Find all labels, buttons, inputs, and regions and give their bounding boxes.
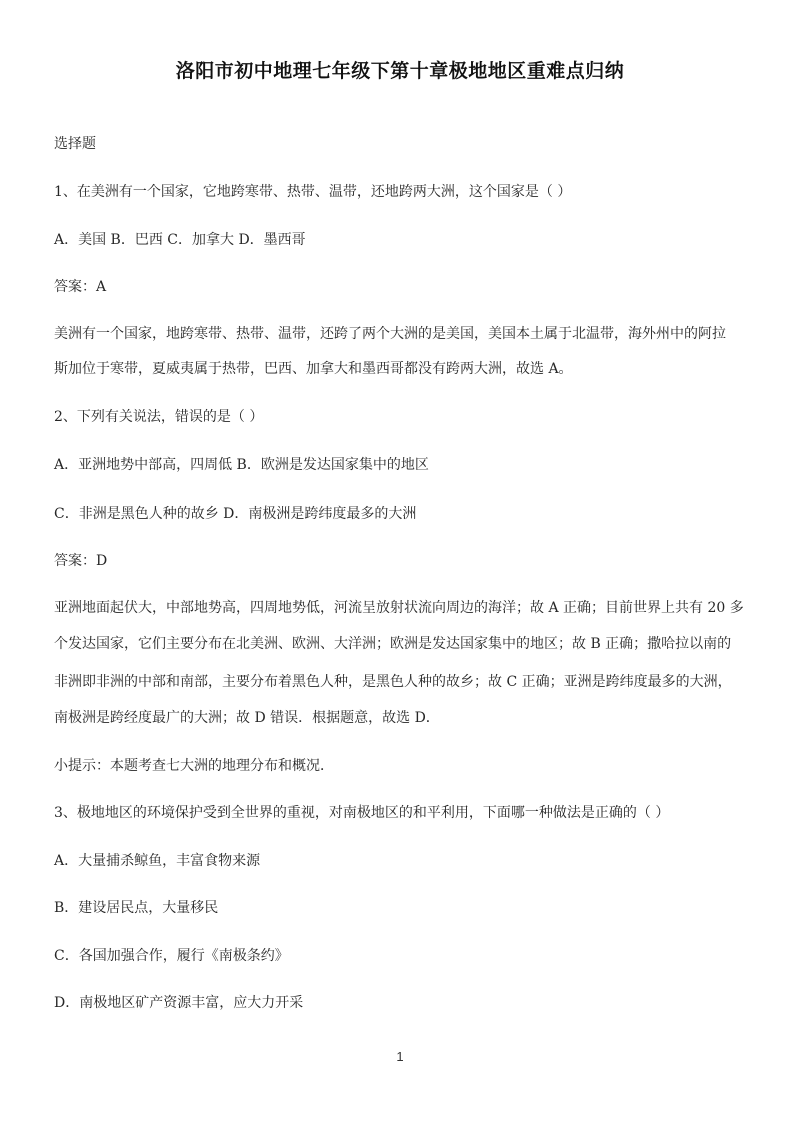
question-1-answer: 答案：A xyxy=(54,279,107,295)
question-2-explanation-line: 个发达国家，它们主要分布在北美洲、欧洲、大洋洲；欧洲是发达国家集中的地区；故 B 正确；撒哈拉以南的 xyxy=(54,636,732,652)
question-3-option-a: A．大量捕杀鲸鱼，丰富食物来源 xyxy=(54,853,261,869)
question-2-options-line: C．非洲是黑色人种的故乡 D．南极洲是跨纬度最多的大洲 xyxy=(54,506,417,522)
question-3-option-d: D．南极地区矿产资源丰富，应大力开采 xyxy=(54,995,304,1011)
question-3-option-b: B．建设居民点，大量移民 xyxy=(54,900,219,916)
page-number: 1 xyxy=(396,1049,404,1064)
question-1-explanation-line: 斯加位于寒带，夏威夷属于热带，巴西、加拿大和墨西哥都没有跨两大洲，故选 A。 xyxy=(54,361,573,377)
question-2-tip: 小提示：本题考查七大洲的地理分布和概况． xyxy=(54,758,334,774)
document-title: 洛阳市初中地理七年级下第十章极地地区重难点归纳 xyxy=(175,60,625,82)
question-3-stem: 3、极地地区的环境保护受到全世界的重视，对南极地区的和平利用，下面哪一种做法是正确的（ ） xyxy=(54,805,670,821)
question-2-explanation-line: 非洲即非洲的中部和南部，主要分布着黑色人种，是黑色人种的故乡；故 C 正确；亚洲是跨纬度最多的大洲， xyxy=(54,674,732,690)
question-2-explanation-line: 亚洲地面起伏大，中部地势高，四周地势低，河流呈放射状流向周边的海洋；故 A 正确；目前世界上共有 20 多 xyxy=(54,600,744,616)
question-1-options: A．美国 B．巴西 C．加拿大 D．墨西哥 xyxy=(54,232,306,248)
section-label: 选择题 xyxy=(54,136,96,152)
question-2-explanation-line: 南极洲是跨经度最广的大洲；故 D 错误．根据题意，故选 D． xyxy=(54,710,440,726)
question-3-option-c: C．各国加强合作，履行《南极条约》 xyxy=(54,948,289,964)
question-1-explanation-line: 美洲有一个国家，地跨寒带、热带、温带，还跨了两个大洲的是美国，美国本土属于北温带，海外州中的阿拉 xyxy=(54,326,726,342)
question-1-stem: 1、在美洲有一个国家，它地跨寒带、热带、温带，还地跨两大洲，这个国家是（ ） xyxy=(54,184,572,200)
question-2-answer: 答案：D xyxy=(54,553,108,569)
question-2-options-line: A．亚洲地势中部高，四周低 B．欧洲是发达国家集中的地区 xyxy=(54,457,429,473)
question-2-stem: 2、下列有关说法，错误的是（ ） xyxy=(54,409,264,425)
